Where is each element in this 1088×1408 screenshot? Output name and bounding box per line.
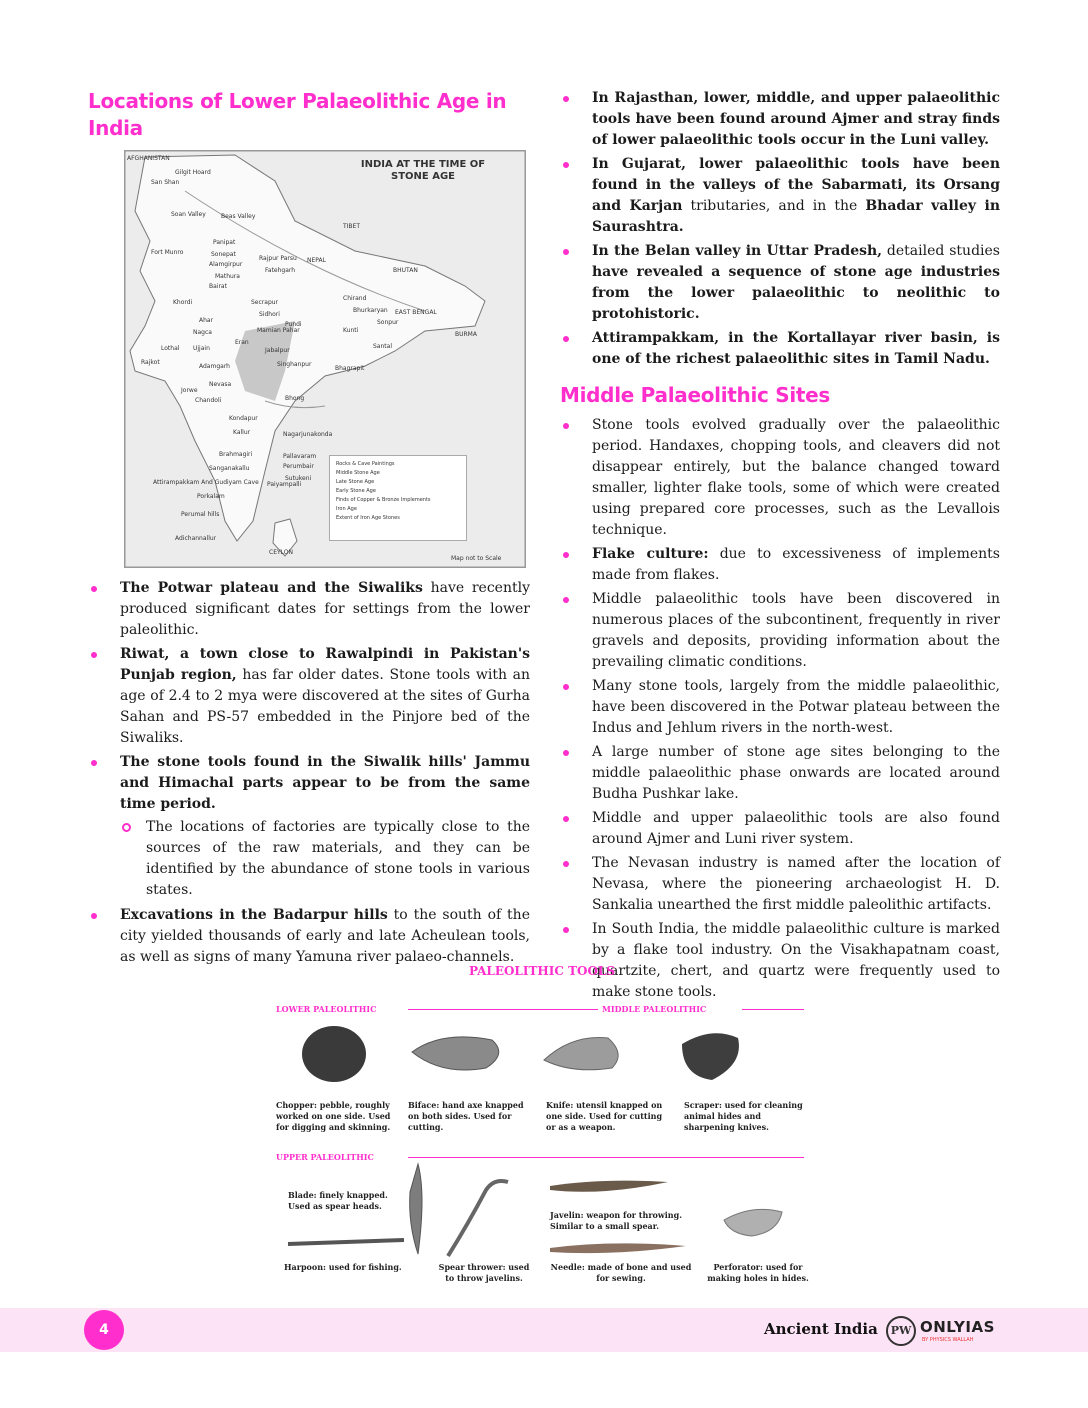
list-item: The stone tools found in the Siwalik hills' Jammu and Himachal parts appear to be from the same time period. The locations of factories are typically close to the sources of the raw materials, and they can be identified by the abundance of stone tools in various states. — [88, 752, 530, 901]
map-legend — [329, 455, 467, 541]
scraper-caption: Scraper: used for cleaning animal hides and sharpening knives. — [684, 1100, 803, 1132]
map-label: Kunti — [343, 327, 359, 334]
legend-item: Middle Stone Age — [336, 470, 380, 476]
knife-stone-image — [544, 1037, 618, 1069]
list-item: Flake culture: due to excessiveness of implements made from flakes. — [560, 544, 1000, 586]
list-item: The Potwar plateau and the Siwaliks have recently produced significant dates for settings from the lower paleolithic. — [88, 578, 530, 641]
legend-item: Early Stone Age — [336, 488, 376, 494]
left-bullet-list — [88, 578, 530, 968]
list-item: Stone tools evolved gradually over the palaeolithic period. Handaxes, chopping tools, and cleavers did not disappear entirely, but the balance changed toward smaller, lighter flake tools, some of which were created using prepared core processes, such as the Levallois technique. — [560, 415, 1000, 541]
onlyias-brand-logo: ONLYIAS — [920, 1318, 995, 1336]
scraper-stone-image — [682, 1033, 739, 1080]
map-label: Fort Munro — [151, 249, 184, 256]
map-label: BHUTAN — [393, 267, 418, 274]
map-label: Ujjain — [193, 345, 210, 352]
knife-caption: Knife: utensil knapped on one side. Used for cutting or as a weapon. — [546, 1100, 663, 1132]
map-label: NEPAL — [307, 257, 326, 264]
map-label: Lothal — [161, 345, 180, 352]
map-label: Alamgirpur — [209, 261, 243, 268]
needle-bone-image — [550, 1243, 686, 1253]
bullet-icon — [91, 586, 97, 592]
harpoon-caption: Harpoon: used for fishing. — [284, 1262, 402, 1272]
map-label: Jabalpur — [265, 347, 290, 354]
bullet-icon — [563, 249, 569, 255]
india-stone-age-map — [124, 150, 526, 568]
brand-subtitle: BY PHYSICS WALLAH — [922, 1337, 974, 1343]
upper-paleolithic-label: UPPER PALEOLITHIC — [276, 1152, 374, 1162]
legend-item: Finds of Copper & Bronze Implements — [336, 497, 431, 503]
map-label: Nagarjunakonda — [283, 431, 333, 438]
needle-caption: Needle: made of bone and used for sewing. — [550, 1262, 692, 1283]
middle-paleolithic-label: MIDDLE PALEOLITHIC — [602, 1004, 707, 1014]
map-label: Pundi — [285, 321, 302, 328]
spear-thrower-image — [448, 1181, 508, 1256]
heading-middle-palaeolithic: Middle Palaeolithic Sites — [560, 383, 831, 407]
bullet-icon — [563, 816, 569, 822]
map-label: Brahmagiri — [219, 451, 253, 458]
map-label: Mathura — [215, 273, 240, 280]
sub-list — [120, 817, 530, 901]
map-label: Singhanpur — [277, 361, 312, 368]
bullet-icon — [563, 927, 569, 933]
bullet-icon — [563, 597, 569, 603]
map-label: BURMA — [455, 331, 477, 338]
page-number: 4 — [84, 1310, 124, 1350]
map-label: EAST BENGAL — [395, 309, 437, 316]
map-label: Rajkot — [141, 359, 160, 366]
bullet-icon — [563, 861, 569, 867]
map-label: Bhagrapit — [335, 365, 365, 372]
map-label: Bhurkaryan — [353, 307, 388, 314]
right-column — [560, 88, 1000, 1006]
map-label: Soan Valley — [171, 211, 206, 218]
list-item: Many stone tools, largely from the middle palaeolithic, have been discovered in the Potwar plateau between the Indus and Jehlum rivers in the north-west. — [560, 676, 1000, 739]
bullet-icon — [563, 423, 569, 429]
map-label: CEYLON — [269, 549, 293, 556]
map-label: Perumal hills — [181, 511, 220, 518]
map-label: San Shan — [151, 179, 180, 186]
map-label: Eran — [235, 339, 249, 346]
map-label: Khordi — [173, 299, 193, 306]
list-item: Middle and upper palaeolithic tools are also found around Ajmer and Luni river system. — [560, 808, 1000, 850]
list-item: Riwat, a town close to Rawalpindi in Pakistan's Punjab region, has far older dates. Stone tools with an age of 2.4 to 2 mya were discovered at the sites of Gurha Sahan and PS-57 embedded in the Pinjore bed of the Siwaliks. — [88, 644, 530, 749]
map-label: Panipat — [213, 239, 236, 246]
javelin-bone-image — [550, 1181, 668, 1192]
map-label: Rajpur Parsu — [259, 255, 297, 262]
chopper-stone-image — [302, 1026, 366, 1082]
map-label: Nagca — [193, 329, 212, 336]
map-label: Sonpur — [377, 319, 399, 326]
bullet-icon — [563, 552, 569, 558]
map-label: Perumbair — [283, 463, 314, 470]
map-label: Ahar — [199, 317, 214, 324]
bullet-icon — [91, 652, 97, 658]
map-label: Beas Valley — [221, 213, 256, 220]
spear-thrower-caption: Spear thrower: used to throw javelins. — [438, 1262, 530, 1283]
perforator-caption: Perforator: used for making holes in hides. — [707, 1262, 809, 1283]
legend-item: Iron Age — [336, 506, 357, 512]
map-label: Attirampakkam And Gudiyam Cave — [153, 479, 259, 486]
list-item: In Gujarat, lower palaeolithic tools have been found in the valleys of the Sabarmati, its Orsang and Karjan tributaries, and in the Bhadar valley in Saurashtra. — [560, 154, 1000, 238]
chopper-caption: Chopper: pebble, roughly worked on one side. Used for digging and skinning. — [276, 1100, 391, 1132]
map-title: INDIA AT THE TIME OF STONE AGE — [360, 159, 486, 182]
map-label: Fatehgarh — [265, 267, 296, 274]
map-label: TIBET — [343, 223, 361, 230]
map-label: Porkalam — [197, 493, 225, 500]
right-bullet-list — [560, 415, 1000, 1003]
bullet-icon — [91, 760, 97, 766]
list-item: Attirampakkam, in the Kortallayar river basin, is one of the richest palaeolithic sites in Tamil Nadu. — [560, 328, 1000, 370]
legend-item: Rocks & Cave Paintings — [336, 461, 395, 467]
map-label: Pallavaram — [283, 453, 317, 460]
blade-caption: Blade: finely knapped. Used as spear heads. — [288, 1190, 388, 1211]
map-label: Secrapur — [251, 299, 279, 306]
bullet-icon — [563, 96, 569, 102]
left-column — [88, 88, 530, 971]
map-label: Jorwe — [181, 387, 198, 394]
bullet-icon — [563, 750, 569, 756]
list-item: A large number of stone age sites belonging to the middle palaeolithic phase onwards are located around Budha Pushkar lake. — [560, 742, 1000, 805]
bullet-icon — [563, 684, 569, 690]
map-label: Kondapur — [229, 415, 258, 422]
bullet-icon — [91, 913, 97, 919]
lower-paleolithic-label: LOWER PALEOLITHIC — [276, 1004, 377, 1014]
blade-stone-image — [410, 1164, 422, 1254]
paleolithic-tools-figure — [272, 964, 812, 1294]
map-label: Bairat — [209, 283, 227, 290]
javelin-caption: Javelin: weapon for throwing. Similar to a small spear. — [550, 1210, 682, 1231]
biface-caption: Biface: hand axe knapped on both sides. Used for cutting. — [408, 1100, 524, 1132]
right-top-bullet-list — [560, 88, 1000, 370]
map-label: Gilgit Hoard — [175, 169, 211, 176]
bullet-icon — [563, 336, 569, 342]
ring-bullet-icon — [122, 823, 131, 832]
harpoon-bone-image — [288, 1240, 404, 1244]
footer-book-title: Ancient India — [764, 1320, 878, 1338]
map-label: AFGHANISTAN — [127, 155, 170, 162]
bullet-icon — [563, 162, 569, 168]
map-label: Sutukeni — [285, 475, 312, 482]
list-item: In the Belan valley in Uttar Pradesh, detailed studies have revealed a sequence of stone age industries from the lower palaeolithic to neolithic to protohistoric. — [560, 241, 1000, 325]
legend-item: Extent of Iron Age Stones — [336, 515, 400, 521]
list-item: In Rajasthan, lower, middle, and upper palaeolithic tools have been found around Ajmer and stray finds of lower palaeolithic tools occur in the Luni valley. — [560, 88, 1000, 151]
map-label: Mamian Pahar — [257, 327, 300, 334]
map-label: Nevasa — [209, 381, 232, 388]
biface-stone-image — [412, 1037, 499, 1070]
tools-title: PALEOLITHIC TOOLS — [468, 964, 616, 978]
perforator-stone-image — [724, 1209, 782, 1236]
list-item: Excavations in the Badarpur hills to the south of the city yielded thousands of early and late Acheulean tools, as well as signs of many Yamuna river palaeo-channels. — [88, 905, 530, 968]
map-label: Map not to Scale — [451, 555, 502, 562]
map-label: Kallur — [233, 429, 251, 436]
sub-list-item: The locations of factories are typically close to the sources of the raw materials, and they can be identified by the abundance of stone tools in various states. — [120, 817, 530, 901]
heading-lower-palaeolithic: Locations of Lower Palaeolithic Age in India — [88, 89, 507, 140]
map-label: Bhong — [285, 395, 305, 402]
map-label: Paiyampalli — [267, 481, 302, 488]
list-item: The Nevasan industry is named after the location of Nevasa, where the pioneering archaeologist H. D. Sankalia unearthed the first middle paleolithic artifacts. — [560, 853, 1000, 916]
divider — [408, 1157, 804, 1158]
map-label: Sonepat — [211, 251, 236, 258]
map-label: Chandoli — [195, 397, 222, 404]
legend-item: Late Stone Age — [336, 479, 375, 485]
map-label: Adichannallur — [175, 535, 217, 542]
map-label: Chirand — [343, 295, 367, 302]
map-label: Santal — [373, 343, 392, 350]
list-item: Middle palaeolithic tools have been discovered in numerous places of the subcontinent, frequently in river gravels and deposits, providing information about the prevailing climatic conditions. — [560, 589, 1000, 673]
map-label: Adamgarh — [199, 363, 230, 370]
map-label: Sidhori — [259, 311, 280, 318]
map-label: Sanganakallu — [209, 465, 250, 472]
list-item: In South India, the middle palaeolithic culture is marked by a flake tool industry. On the Visakhapatnam coast, quartzite, chert, and quartz were frequently used to make stone tools. — [560, 919, 1000, 1003]
pw-logo-icon: PW — [886, 1316, 916, 1346]
